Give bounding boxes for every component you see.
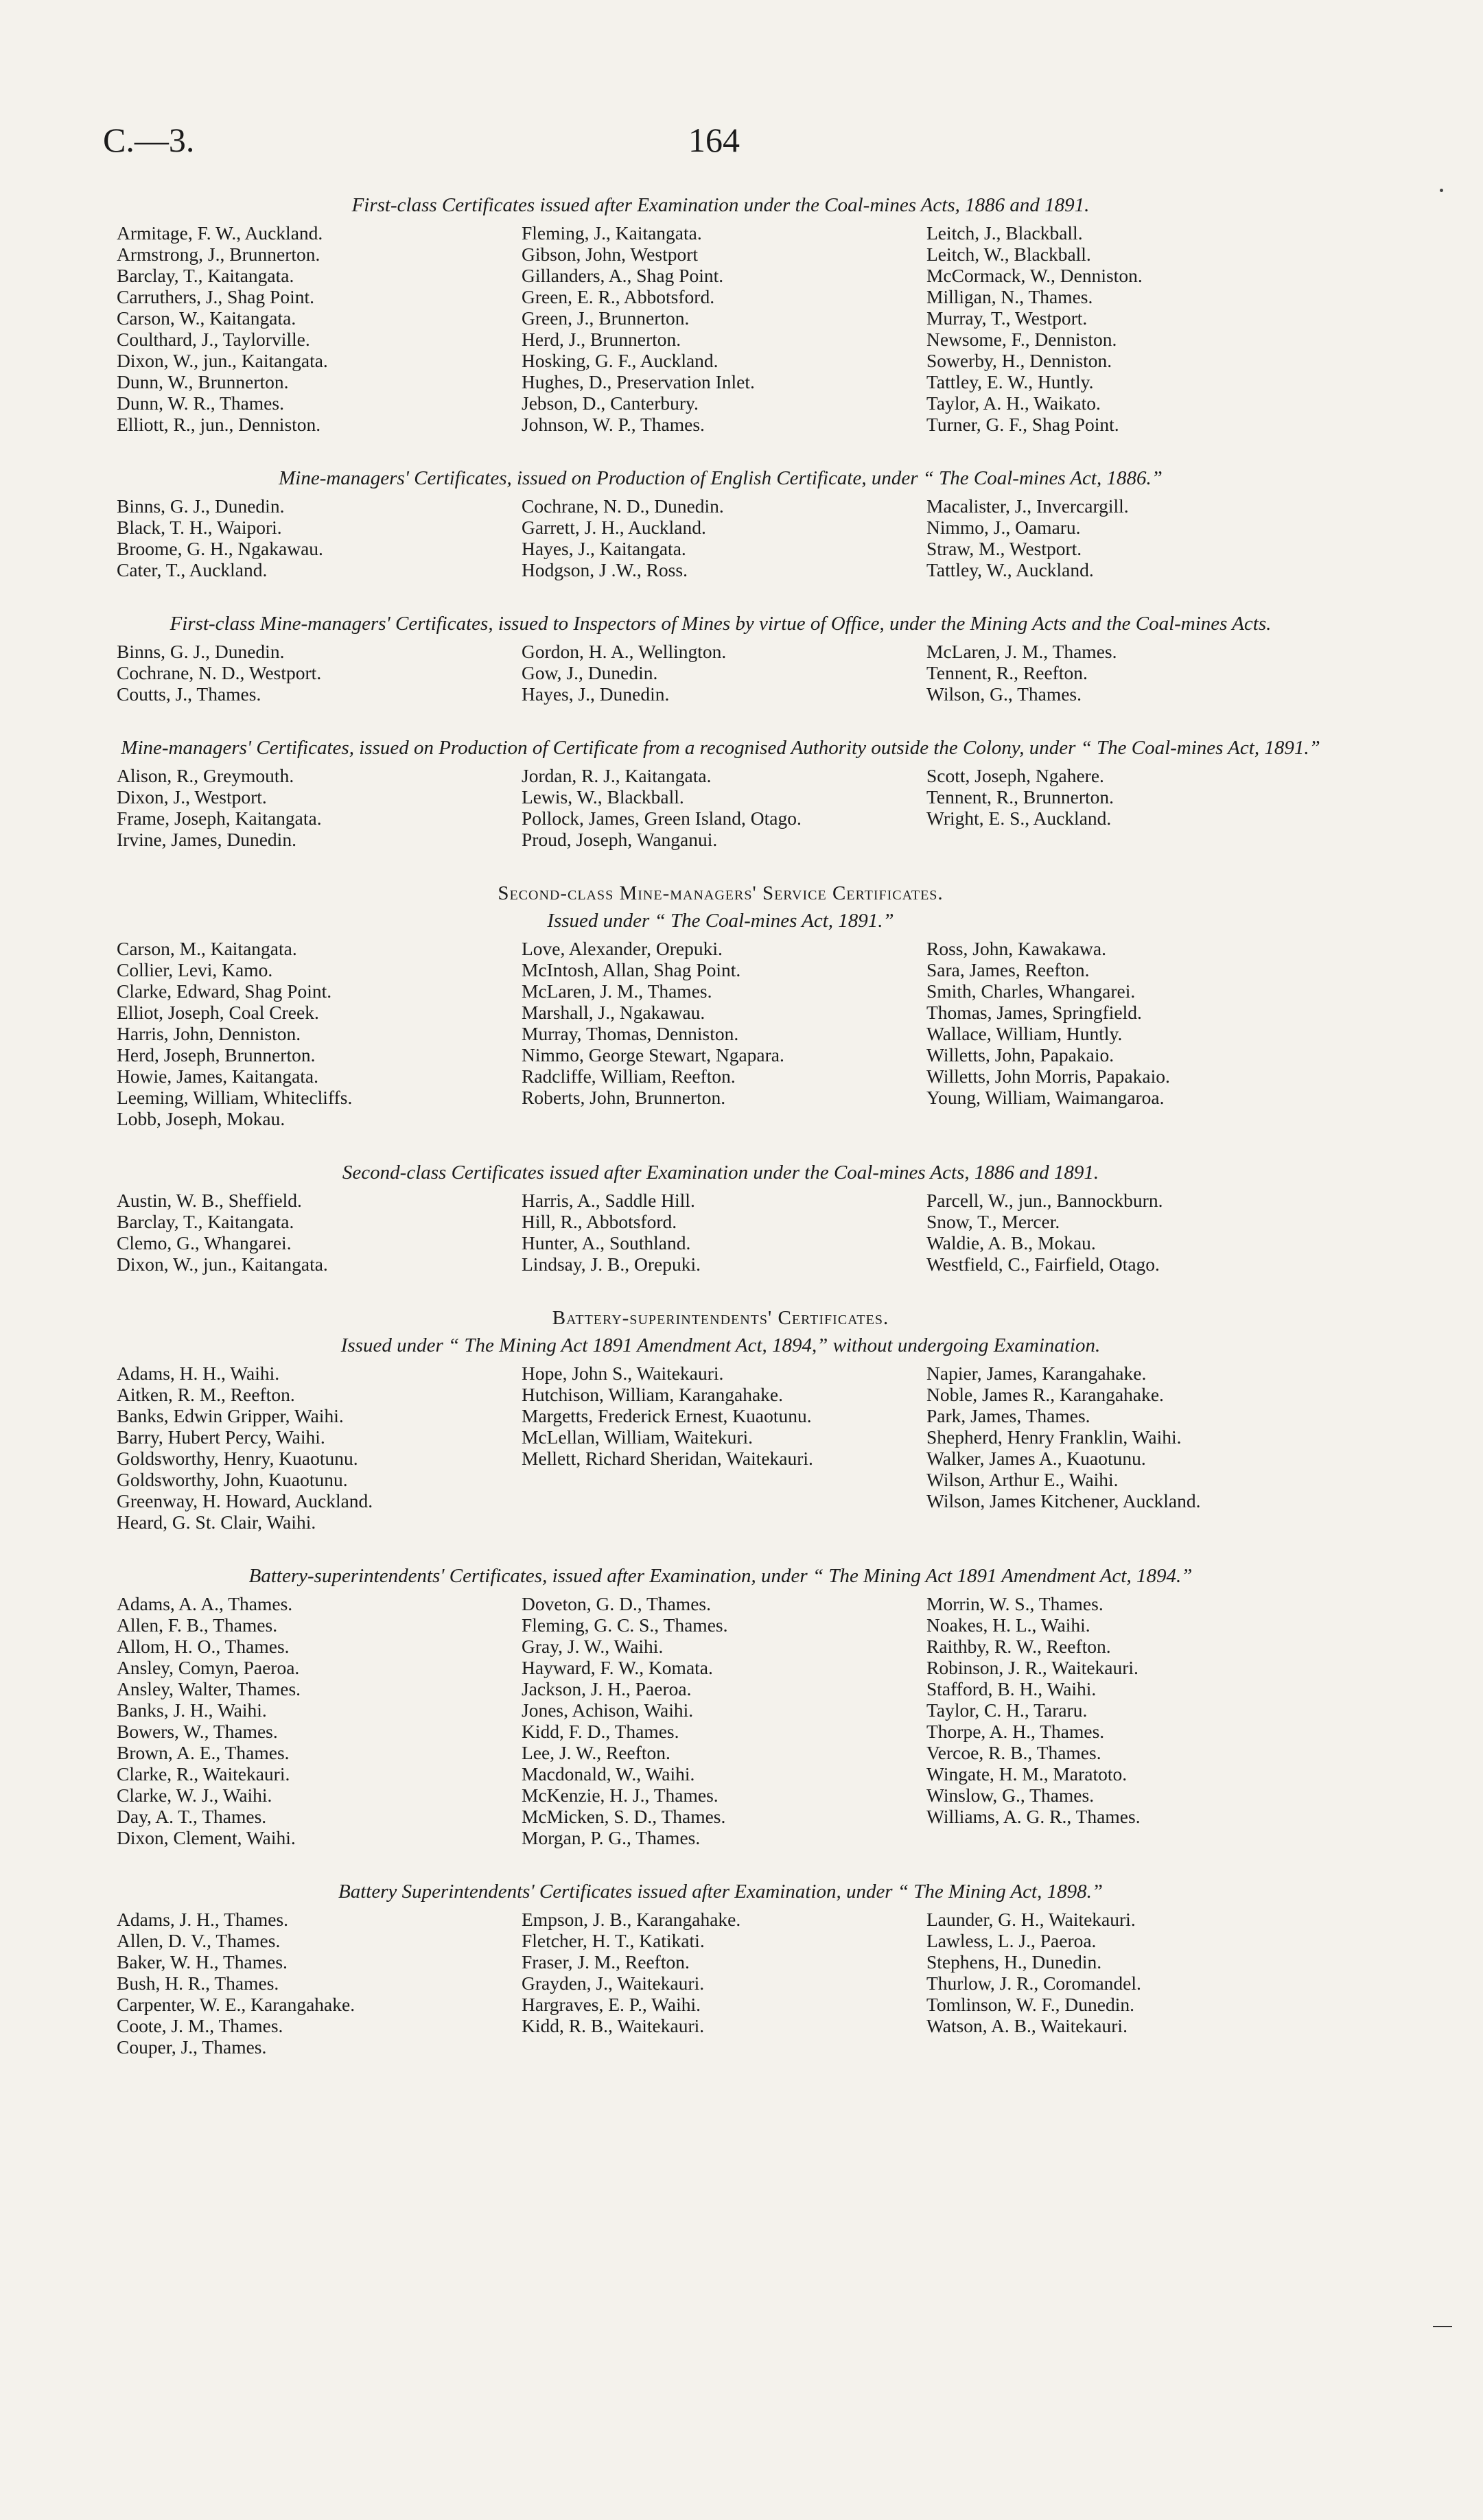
list-item: Margetts, Frederick Ernest, Kuaotunu. xyxy=(522,1405,812,1426)
list-item: Grayden, J., Waitekauri. xyxy=(522,1973,705,1994)
list-item: Wilson, G., Thames. xyxy=(926,683,1082,705)
list-item: Elliot, Joseph, Coal Creek. xyxy=(117,1002,319,1023)
list-item: Cochrane, N. D., Dunedin. xyxy=(522,495,724,517)
list-item: Dunn, W., Brunnerton. xyxy=(117,371,289,392)
list-item: Sowerby, H., Denniston. xyxy=(926,350,1112,371)
list-item: Turner, G. F., Shag Point. xyxy=(926,414,1119,435)
list-item: Murray, T., Westport. xyxy=(926,307,1088,329)
name-columns xyxy=(117,1909,1324,2058)
name-column xyxy=(522,1190,926,1275)
list-item: Dunn, W. R., Thames. xyxy=(117,392,284,414)
list-item: Hughes, D., Preservation Inlet. xyxy=(522,371,755,392)
name-columns xyxy=(117,938,1324,1129)
list-item: Allen, D. V., Thames. xyxy=(117,1930,281,1951)
name-columns xyxy=(117,1363,1324,1533)
list-item: Garrett, J. H., Auckland. xyxy=(522,517,706,538)
list-item: Winslow, G., Thames. xyxy=(926,1785,1095,1806)
document-reference: C.—3. xyxy=(103,121,195,159)
list-item: Mellett, Richard Sheridan, Waitekauri. xyxy=(522,1448,813,1469)
name-columns xyxy=(117,1190,1324,1275)
list-item: Westfield, C., Fairfield, Otago. xyxy=(926,1253,1160,1275)
list-item: Fletcher, H. T., Katikati. xyxy=(522,1930,705,1951)
page-number: 164 xyxy=(688,121,740,159)
list-item: Tennent, R., Brunnerton. xyxy=(926,786,1114,808)
name-column xyxy=(117,1190,522,1275)
list-item: Carson, M., Kaitangata. xyxy=(117,938,297,959)
name-column xyxy=(522,495,926,580)
list-item: Lee, J. W., Reefton. xyxy=(522,1742,670,1763)
name-column xyxy=(926,1593,1324,1848)
list-item: Fraser, J. M., Reefton. xyxy=(522,1951,690,1973)
list-item: McLaren, J. M., Thames. xyxy=(926,641,1117,662)
list-item: McKenzie, H. J., Thames. xyxy=(522,1785,719,1806)
list-item: Tattley, E. W., Huntly. xyxy=(926,371,1094,392)
list-item: Jones, Achison, Waihi. xyxy=(522,1699,694,1721)
list-item: Gillanders, A., Shag Point. xyxy=(522,265,724,286)
list-item: Lewis, W., Blackball. xyxy=(522,786,684,808)
name-column xyxy=(926,938,1324,1129)
list-item: Gray, J. W., Waihi. xyxy=(522,1636,664,1657)
name-columns xyxy=(117,641,1324,705)
list-item: Launder, G. H., Waitekauri. xyxy=(926,1909,1136,1930)
list-item: Binns, G. J., Dunedin. xyxy=(117,495,285,517)
list-item: Love, Alexander, Orepuki. xyxy=(522,938,723,959)
list-item: Tennent, R., Reefton. xyxy=(926,662,1088,683)
list-item: Murray, Thomas, Denniston. xyxy=(522,1023,739,1044)
list-item: Baker, W. H., Thames. xyxy=(117,1951,288,1973)
list-item: Alison, R., Greymouth. xyxy=(117,765,294,786)
section-heading: Issued under “ The Mining Act 1891 Amendment Act, 1894,” without undergoing Examination. xyxy=(340,1334,1101,1356)
list-item: Watson, A. B., Waitekauri. xyxy=(926,2015,1128,2036)
list-item: Dixon, W., jun., Kaitangata. xyxy=(117,350,328,371)
name-column xyxy=(926,495,1324,580)
list-item: Wilson, James Kitchener, Auckland. xyxy=(926,1490,1201,1511)
list-item: Taylor, C. H., Tararu. xyxy=(926,1699,1088,1721)
list-item: Radcliffe, William, Reefton. xyxy=(522,1065,736,1087)
list-item: Gibson, John, Westport xyxy=(522,244,699,265)
list-item: Black, T. H., Waipori. xyxy=(117,517,282,538)
list-item: Austin, W. B., Sheffield. xyxy=(117,1190,302,1211)
list-item: Newsome, F., Denniston. xyxy=(926,329,1117,350)
list-item: Proud, Joseph, Wanganui. xyxy=(522,829,718,850)
list-item: Jackson, J. H., Paeroa. xyxy=(522,1678,692,1699)
name-column xyxy=(117,938,522,1129)
list-item: Bush, H. R., Thames. xyxy=(117,1973,279,1994)
name-column xyxy=(926,1363,1324,1533)
section-heading: Mine-managers' Certificates, issued on Production of English Certificate, under “ The Coal-mines Act, 1886.” xyxy=(279,467,1163,489)
list-item: Hope, John S., Waitekauri. xyxy=(522,1363,724,1384)
list-item: Hosking, G. F., Auckland. xyxy=(522,350,719,371)
name-columns xyxy=(117,222,1324,435)
list-item: Hutchison, William, Karangahake. xyxy=(522,1384,783,1405)
list-item: Dixon, Clement, Waihi. xyxy=(117,1827,296,1848)
list-item: Milligan, N., Thames. xyxy=(926,286,1093,307)
list-item: Marshall, J., Ngakawau. xyxy=(522,1002,705,1023)
list-item: Carson, W., Kaitangata. xyxy=(117,307,296,329)
list-item: Ansley, Walter, Thames. xyxy=(117,1678,301,1699)
section-title: Second-class Mine-managers' Service Certificates. xyxy=(498,882,944,904)
list-item: Cochrane, N. D., Westport. xyxy=(117,662,322,683)
list-item: Lobb, Joseph, Mokau. xyxy=(117,1108,285,1129)
list-item: Jordan, R. J., Kaitangata. xyxy=(522,765,712,786)
list-item: Goldsworthy, John, Kuaotunu. xyxy=(117,1469,348,1490)
certificate-section xyxy=(117,1880,1324,2058)
list-item: Allom, H. O., Thames. xyxy=(117,1636,290,1657)
list-item: Binns, G. J., Dunedin. xyxy=(117,641,285,662)
list-item: McMicken, S. D., Thames. xyxy=(522,1806,726,1827)
list-item: Armitage, F. W., Auckland. xyxy=(117,222,323,244)
name-column xyxy=(926,765,1324,850)
list-item: Hayes, J., Dunedin. xyxy=(522,683,670,705)
list-item: Coulthard, J., Taylorville. xyxy=(117,329,310,350)
list-item: Morrin, W. S., Thames. xyxy=(926,1593,1104,1614)
list-item: Johnson, W. P., Thames. xyxy=(522,414,705,435)
name-column xyxy=(926,1909,1324,2058)
list-item: Banks, Edwin Gripper, Waihi. xyxy=(117,1405,344,1426)
name-column xyxy=(522,1909,926,2058)
certificate-section xyxy=(117,1306,1324,1533)
list-item: Lawless, L. J., Paeroa. xyxy=(926,1930,1097,1951)
list-item: Wingate, H. M., Maratoto. xyxy=(926,1763,1128,1785)
list-item: Walker, James A., Kuaotunu. xyxy=(926,1448,1146,1469)
list-item: Couper, J., Thames. xyxy=(117,2036,267,2058)
list-item: Dixon, J., Westport. xyxy=(117,786,267,808)
list-item: McLellan, William, Waitekuri. xyxy=(522,1426,754,1448)
list-item: Macalister, J., Invercargill. xyxy=(926,495,1129,517)
list-item: Wright, E. S., Auckland. xyxy=(926,808,1112,829)
list-item: Hargraves, E. P., Waihi. xyxy=(522,1994,701,2015)
certificate-section xyxy=(117,736,1324,850)
list-item: Leeming, William, Whitecliffs. xyxy=(117,1087,353,1108)
list-item: Shepherd, Henry Franklin, Waihi. xyxy=(926,1426,1182,1448)
name-column xyxy=(117,765,522,850)
list-item: Kidd, F. D., Thames. xyxy=(522,1721,679,1742)
list-item: Clarke, R., Waitekauri. xyxy=(117,1763,290,1785)
list-item: Parcell, W., jun., Bannockburn. xyxy=(926,1190,1163,1211)
name-column xyxy=(117,1363,522,1533)
list-item: Thomas, James, Springfield. xyxy=(926,1002,1142,1023)
list-item: Wilson, Arthur E., Waihi. xyxy=(926,1469,1119,1490)
list-item: Fleming, J., Kaitangata. xyxy=(522,222,702,244)
list-item: Elliott, R., jun., Denniston. xyxy=(117,414,321,435)
list-item: Hodgson, J .W., Ross. xyxy=(522,559,688,580)
list-item: Collier, Levi, Kamo. xyxy=(117,959,273,980)
certificate-section xyxy=(117,467,1324,580)
list-item: Leitch, W., Blackball. xyxy=(926,244,1091,265)
list-item: Jebson, D., Canterbury. xyxy=(522,392,699,414)
section-heading: First-class Mine-managers' Certificates, issued to Inspectors of Mines by virtue of Office, under the Mining Acts and the Coal-mines Acts. xyxy=(170,613,1272,635)
list-item: Thurlow, J. R., Coromandel. xyxy=(926,1973,1141,1994)
list-item: Scott, Joseph, Ngahere. xyxy=(926,765,1104,786)
name-column xyxy=(117,495,522,580)
list-item: Brown, A. E., Thames. xyxy=(117,1742,290,1763)
name-column xyxy=(522,1363,926,1533)
list-item: Noble, James R., Karangahake. xyxy=(926,1384,1164,1405)
certificate-section xyxy=(117,1564,1324,1848)
list-item: Gow, J., Dunedin. xyxy=(522,662,658,683)
name-column xyxy=(926,1190,1324,1275)
list-item: Macdonald, W., Waihi. xyxy=(522,1763,695,1785)
list-item: Tattley, W., Auckland. xyxy=(926,559,1094,580)
name-column xyxy=(522,1593,926,1848)
list-item: Hayes, J., Kaitangata. xyxy=(522,538,686,559)
margin-dot xyxy=(1440,189,1443,192)
list-item: Greenway, H. Howard, Auckland. xyxy=(117,1490,373,1511)
certificate-section xyxy=(117,882,1324,1129)
list-item: Howie, James, Kaitangata. xyxy=(117,1065,319,1087)
section-title: Battery-superintendents' Certificates. xyxy=(552,1307,889,1329)
list-item: Gordon, H. A., Wellington. xyxy=(522,641,727,662)
name-column xyxy=(117,641,522,705)
section-heading: Battery Superintendents' Certificates issued after Examination, under “ The Mining Act, 1898.” xyxy=(338,1881,1103,1903)
list-item: Kidd, R. B., Waitekauri. xyxy=(522,2015,705,2036)
list-item: Young, William, Waimangaroa. xyxy=(926,1087,1165,1108)
list-item: Wallace, William, Huntly. xyxy=(926,1023,1123,1044)
list-item: Raithby, R. W., Reefton. xyxy=(926,1636,1111,1657)
list-item: Nimmo, J., Oamaru. xyxy=(926,517,1081,538)
section-heading: Second-class Certificates issued after Examination under the Coal-mines Acts, 1886 and 1891. xyxy=(342,1162,1099,1184)
list-item: Doveton, G. D., Thames. xyxy=(522,1593,711,1614)
list-item: Smith, Charles, Whangarei. xyxy=(926,980,1136,1002)
list-item: Hunter, A., Southland. xyxy=(522,1232,691,1253)
list-item: Harris, John, Denniston. xyxy=(117,1023,301,1044)
margin-mark xyxy=(1433,2326,1452,2327)
list-item: Barclay, T., Kaitangata. xyxy=(117,1211,294,1232)
list-item: Tomlinson, W. F., Dunedin. xyxy=(926,1994,1134,2015)
list-item: Herd, Joseph, Brunnerton. xyxy=(117,1044,316,1065)
name-column xyxy=(926,222,1324,435)
list-item: Sara, James, Reefton. xyxy=(926,959,1090,980)
list-item: Broome, G. H., Ngakawau. xyxy=(117,538,323,559)
list-item: Willetts, John, Papakaio. xyxy=(926,1044,1114,1065)
list-item: Willetts, John Morris, Papakaio. xyxy=(926,1065,1170,1087)
list-item: Barclay, T., Kaitangata. xyxy=(117,265,294,286)
document-body xyxy=(117,193,1324,2089)
list-item: Hayward, F. W., Komata. xyxy=(522,1657,713,1678)
list-item: Irvine, James, Dunedin. xyxy=(117,829,296,850)
name-column xyxy=(926,641,1324,705)
list-item: Pollock, James, Green Island, Otago. xyxy=(522,808,802,829)
section-heading: Battery-superintendents' Certificates, issued after Examination, under “ The Mining Act 1891 Amendment Act, 1894.” xyxy=(248,1565,1193,1587)
list-item: Waldie, A. B., Mokau. xyxy=(926,1232,1096,1253)
list-item: McLaren, J. M., Thames. xyxy=(522,980,712,1002)
list-item: Roberts, John, Brunnerton. xyxy=(522,1087,726,1108)
list-item: McIntosh, Allan, Shag Point. xyxy=(522,959,741,980)
list-item: Adams, H. H., Waihi. xyxy=(117,1363,280,1384)
list-item: Carpenter, W. E., Karangahake. xyxy=(117,1994,355,2015)
list-item: Green, J., Brunnerton. xyxy=(522,307,690,329)
list-item: Stafford, B. H., Waihi. xyxy=(926,1678,1097,1699)
name-column xyxy=(522,765,926,850)
page-header xyxy=(103,120,1380,161)
list-item: Straw, M., Westport. xyxy=(926,538,1082,559)
list-item: Empson, J. B., Karangahake. xyxy=(522,1909,741,1930)
list-item: Napier, James, Karangahake. xyxy=(926,1363,1147,1384)
list-item: Lindsay, J. B., Orepuki. xyxy=(522,1253,701,1275)
list-item: Cater, T., Auckland. xyxy=(117,559,268,580)
list-item: Noakes, H. L., Waihi. xyxy=(926,1614,1090,1636)
list-item: Park, James, Thames. xyxy=(926,1405,1090,1426)
certificate-section xyxy=(117,193,1324,435)
name-column xyxy=(117,1909,522,2058)
list-item: Vercoe, R. B., Thames. xyxy=(926,1742,1101,1763)
list-item: Williams, A. G. R., Thames. xyxy=(926,1806,1141,1827)
list-item: Morgan, P. G., Thames. xyxy=(522,1827,701,1848)
section-heading: Mine-managers' Certificates, issued on Production of Certificate from a recognised Authority outside the Colony, under “ The Coal-mines Act, 1891.” xyxy=(121,737,1320,759)
list-item: Fleming, G. C. S., Thames. xyxy=(522,1614,728,1636)
list-item: Allen, F. B., Thames. xyxy=(117,1614,278,1636)
name-column xyxy=(117,1593,522,1848)
list-item: Leitch, J., Blackball. xyxy=(926,222,1083,244)
list-item: Clarke, W. J., Waihi. xyxy=(117,1785,272,1806)
list-item: Hill, R., Abbotsford. xyxy=(522,1211,677,1232)
list-item: Robinson, J. R., Waitekauri. xyxy=(926,1657,1138,1678)
list-item: Clarke, Edward, Shag Point. xyxy=(117,980,332,1002)
name-column xyxy=(522,938,926,1129)
list-item: Adams, J. H., Thames. xyxy=(117,1909,289,1930)
name-columns xyxy=(117,1593,1324,1848)
list-item: Barry, Hubert Percy, Waihi. xyxy=(117,1426,325,1448)
list-item: McCormack, W., Denniston. xyxy=(926,265,1143,286)
list-item: Harris, A., Saddle Hill. xyxy=(522,1190,695,1211)
list-item: Clemo, G., Whangarei. xyxy=(117,1232,292,1253)
section-heading: First-class Certificates issued after Examination under the Coal-mines Acts, 1886 and 1891. xyxy=(351,194,1090,216)
list-item: Carruthers, J., Shag Point. xyxy=(117,286,314,307)
name-column xyxy=(522,222,926,435)
list-item: Armstrong, J., Brunnerton. xyxy=(117,244,320,265)
name-columns xyxy=(117,495,1324,580)
list-item: Ansley, Comyn, Paeroa. xyxy=(117,1657,300,1678)
list-item: Nimmo, George Stewart, Ngapara. xyxy=(522,1044,784,1065)
list-item: Coote, J. M., Thames. xyxy=(117,2015,283,2036)
list-item: Heard, G. St. Clair, Waihi. xyxy=(117,1511,316,1533)
name-columns xyxy=(117,765,1324,850)
list-item: Banks, J. H., Waihi. xyxy=(117,1699,267,1721)
list-item: Taylor, A. H., Waikato. xyxy=(926,392,1101,414)
list-item: Ross, John, Kawakawa. xyxy=(926,938,1106,959)
list-item: Frame, Joseph, Kaitangata. xyxy=(117,808,322,829)
section-heading: Issued under “ The Coal-mines Act, 1891.” xyxy=(547,910,894,932)
list-item: Green, E. R., Abbotsford. xyxy=(522,286,715,307)
list-item: Adams, A. A., Thames. xyxy=(117,1593,293,1614)
name-column xyxy=(117,222,522,435)
list-item: Thorpe, A. H., Thames. xyxy=(926,1721,1105,1742)
list-item: Stephens, H., Dunedin. xyxy=(926,1951,1102,1973)
list-item: Snow, T., Mercer. xyxy=(926,1211,1060,1232)
list-item: Aitken, R. M., Reefton. xyxy=(117,1384,295,1405)
list-item: Coutts, J., Thames. xyxy=(117,683,261,705)
certificate-section xyxy=(117,612,1324,705)
certificate-section xyxy=(117,1161,1324,1275)
list-item: Goldsworthy, Henry, Kuaotunu. xyxy=(117,1448,358,1469)
list-item: Day, A. T., Thames. xyxy=(117,1806,267,1827)
list-item: Herd, J., Brunnerton. xyxy=(522,329,681,350)
list-item: Dixon, W., jun., Kaitangata. xyxy=(117,1253,328,1275)
list-item: Bowers, W., Thames. xyxy=(117,1721,278,1742)
name-column xyxy=(522,641,926,705)
